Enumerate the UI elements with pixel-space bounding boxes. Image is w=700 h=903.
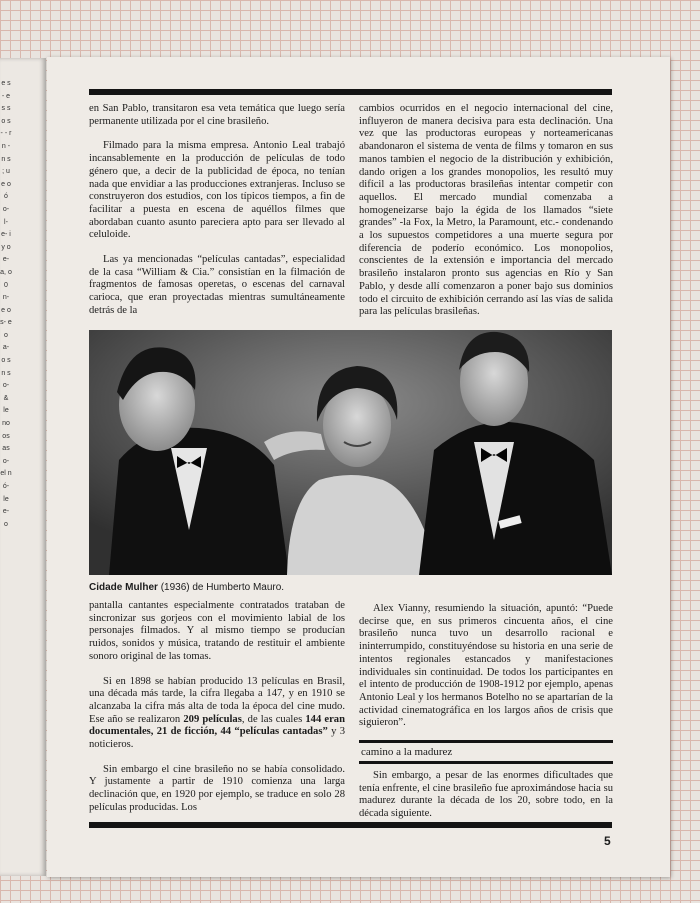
text-run: y 3 noticieros. — [89, 726, 345, 751]
caption-film-title: Cidade Mulher — [89, 582, 158, 593]
section-rule-top — [359, 740, 613, 743]
bold-figure: 209 películas — [183, 713, 242, 725]
column-right-bottom — [359, 603, 613, 742]
bold-figure: 144 eran documentales, 21 de ficción, 44 “películas cantadas” — [89, 713, 345, 738]
paragraph — [89, 676, 345, 752]
text-run: , de las cuales — [241, 713, 303, 725]
magazine-page — [47, 57, 670, 877]
section-rule-bottom — [359, 761, 613, 764]
paragraph: en San Pablo, transitaron esa veta temática que luego sería permanente utilizada por el cine brasileño. — [89, 103, 345, 127]
top-rule — [89, 89, 612, 95]
paragraph: Filmado para la misma empresa. Antonio Leal trabajó incansablemente en la producción de películas de todo género que, a decir de la publicidad de época, no tenían nada que envidiar a las producciones extranjeras. Incluso se construyeron dos estudios, con los típicos tiempos, a fin de facilitar a puesta en escena de aquéllos filmes que abordaban cuanto asunto pareciera apto para ser llevado al celuloide. — [89, 140, 345, 241]
page-number: 5 — [604, 834, 611, 848]
column-left-top — [89, 103, 345, 330]
paragraph: Sin embargo, a pesar de las enormes dificultades que tenía enfrente, el cine brasileño fue aproximándose hacia su madurez durante la década de los 20, sobre todo, en la década siguiente. — [359, 770, 613, 820]
column-left-bottom — [89, 600, 345, 827]
left-page-edge — [0, 58, 46, 876]
caption-director: de Humberto Mauro. — [192, 582, 285, 593]
paragraph: Sin embargo el cine brasileño no se había consolidado. Y justamente a partir de 1910 comienza una larga declinación que, en 1920 por ejemplo, se traduce en solo 28 películas producidas. Los — [89, 763, 345, 813]
bottom-rule — [89, 822, 612, 828]
paragraph: pantalla cantantes especialmente contratados trataban de sincronizar sus gorjeos con el movimiento labial de los personajes filmados. Y al mismo tiempo se producían ruidos, sonidos y música, tratando de restituir el ambiente sonoro original de las tomas. — [89, 600, 345, 662]
caption-year: (1936) — [160, 582, 190, 593]
section-heading: camino a la madurez — [361, 746, 453, 758]
paragraph: Las ya mencionadas “películas cantadas”, especialidad de la casa “William & Cia.” consistían en la filmación de fragmentos de famosas operetas, o escenas del carnaval carioca, que eran proyectadas mientras sumultáneamente detrás de la — [89, 254, 345, 316]
film-still-illustration — [89, 330, 612, 575]
photo-caption — [89, 582, 284, 593]
column-right-top — [359, 103, 613, 331]
left-page-text-fragments: e s - e s s o s - - r n - n s ; u e o ó o- l- e- i y o e- a, o 0 n- e o s- e o a- o s n s o- & le no os as o- el n ó- le e- o — [0, 80, 12, 528]
paragraph: Alex Vianny, resumiendo la situación, apuntó: “Puede decirse que, en sus primeros cincuenta años, el cine brasileño nunca tuvo un desarrollo racional e ininterrumpido, constituyéndose su historia en una serie de intentos regionales estancados y manifestaciones individuales sin continuidad. De todos los participantes en el intento de producción de 1908-1912 por ejemplo, apenas Antonio Leal y los hermanos Botelho no se apartarían de la actividad cinematográfica en los largos años de crisis que siguieron”. — [359, 603, 613, 729]
film-still-photo — [89, 330, 612, 575]
text-run: Si en 1898 se habían producido 13 películas en Brasil, una década más tarde, la cifra llegaba a 147, y en 1910 se alcanzaba la cifra más alta de toda la época del cine mudo. Ese año se realizaron — [89, 675, 345, 725]
paragraph: cambios ocurridos en el negocio internacional del cine, influyeron de manera decisiva para esta declinación. Una vez que las productoras europeas y norteamericanas abandonaron el sistema de venta de films y tomaron en sus manos tambien el negocio de la distribución y exhibición, dando origen a los grandes monopolios, les resultó muy difícil a las productoras brasileñas intentar competir con aquellos. El mercado mundial comenzaba a homogeneizarse bajo la égida de los llamados “siete grandes” -la Fox, la Metro, la Paramount, etc.- condenando a los supuestos competidores a una muerte segura por diferencia de poderío económico. Los monopolios, conscientes de la extensión e importancia del mercado brasileño instalaron pronto sus agencias en Río y San Pablo, y desde allí comenzaron a poner bajo sus dominios todo el circuito de exhibición cerrando así las vías de salida para las películas brasileñas. — [359, 103, 613, 318]
